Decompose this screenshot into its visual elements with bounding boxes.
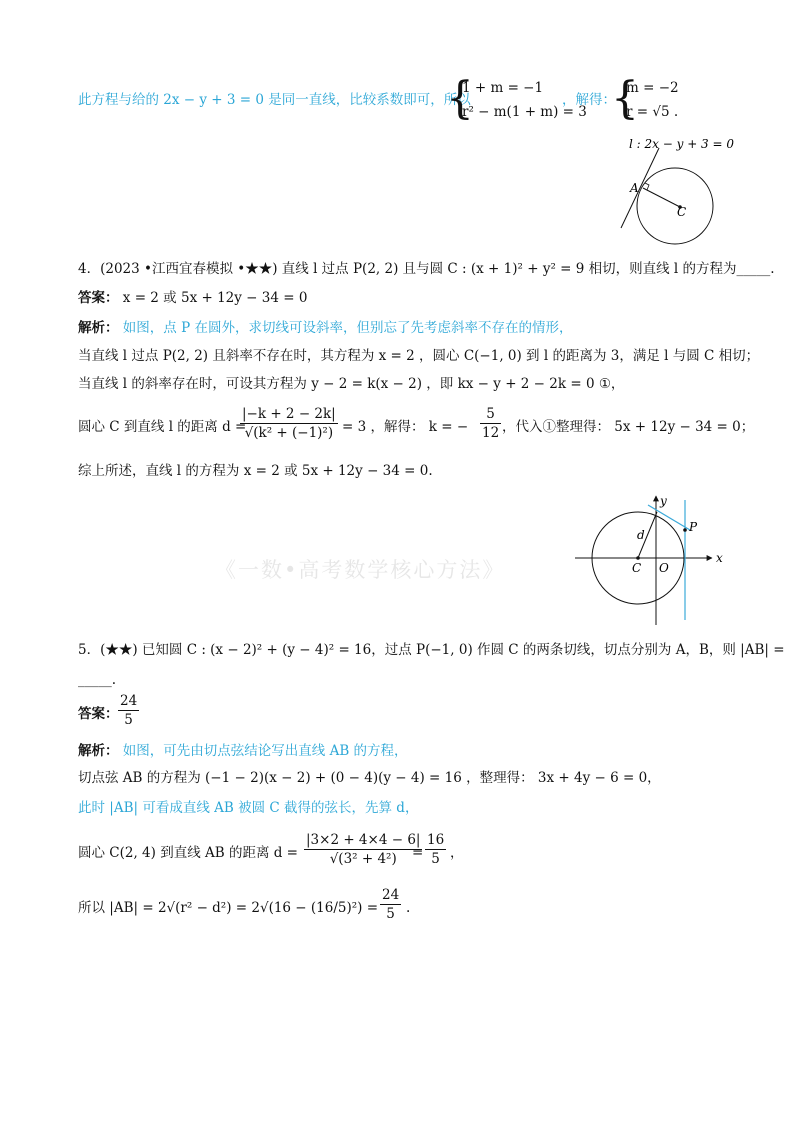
q5-analysis-row xyxy=(78,743,408,759)
p-label: P xyxy=(689,520,698,534)
intro-text: 此方程与给的 2x − y + 3 = 0 是同一直线，比较系数即可，所以 xyxy=(78,92,471,108)
q5-analysis-label: 解析： xyxy=(78,743,119,759)
q4-answer-label: 答案： xyxy=(78,290,119,306)
q5-answer-den: 5 xyxy=(124,712,133,728)
system-brace-left: { xyxy=(446,73,474,124)
q5-dist-val-den: 5 xyxy=(431,851,440,867)
q5-answer-label: 答案： xyxy=(78,706,119,722)
q5-final-den: 5 xyxy=(386,906,395,922)
system-brace-right: { xyxy=(611,73,639,124)
q5-dist-den: √(3² + 4²) xyxy=(329,851,397,867)
q4-conclusion: 综上所述，直线 l 的方程为 x = 2 或 5x + 12y − 34 = 0. xyxy=(78,463,433,479)
q5-stem-line2: _____. xyxy=(78,672,117,688)
q4-dist-num: |−k + 2 − 2k| xyxy=(242,406,336,422)
system1-eq1: 1 + m = −1 xyxy=(462,80,544,96)
q4-dist-prefix: 圆心 C 到直线 l 的距离 d = xyxy=(78,419,247,435)
q5-analysis-hint: 如图，可先由切点弦结论写出直线 AB 的方程， xyxy=(122,743,408,759)
q5-line1: 切点弦 AB 的方程为 (−1 − 2)(x − 2) + (0 − 4)(y − 4) = 16 ，整理得： 3x + 4y − 6 = 0， xyxy=(78,770,661,786)
system2-eq1: m = −2 xyxy=(626,80,679,96)
x-label: x xyxy=(716,551,723,565)
y-label: y xyxy=(660,494,667,508)
q5-answer-fraction xyxy=(118,693,139,728)
solve-label: ，解得： xyxy=(562,92,616,108)
q4-stem: 4．(2023 •江西宜春模拟 •★★) 直线 l 过点 P(2, 2) 且与圆 C : (x + 1)² + y² = 9 相切，则直线 l 的方程为_____. xyxy=(78,261,775,277)
q4-analysis-label: 解析： xyxy=(78,320,119,336)
watermark: 《一数•高考数学核心方法》 xyxy=(215,558,506,582)
c-label: C xyxy=(632,561,642,575)
q4-answer: x = 2 或 5x + 12y − 34 = 0 xyxy=(122,290,308,306)
system1-eq2: r² − m(1 + m) = 3 xyxy=(462,104,587,120)
q5-final-prefix: 所以 |AB| = 2√(r² − d²) = 2√(16 − (16/5)²) = xyxy=(78,900,379,916)
q5-dist-val-num: 16 xyxy=(427,832,445,848)
center-dot xyxy=(636,556,640,560)
q4-k-den: 12 xyxy=(482,425,500,441)
q4-dist-den: √(k² + (−1)²) xyxy=(244,425,334,441)
q4-k-num: 5 xyxy=(486,406,495,422)
line-l-label: l : 2x − y + 3 = 0 xyxy=(629,137,735,151)
q5-stem-line1: 5．(★★) 已知圆 C : (x − 2)² + (y − 4)² = 16，过点 P(−1, 0) 作圆 C 的两条切线，切点分别为 A，B，则 |AB| = xyxy=(78,642,785,658)
q4-dist-suffix: ，代入①整理得： 5x + 12y − 34 = 0； xyxy=(502,419,755,435)
q4-analysis-hint: 如图，点 P 在圆外，求切线可设斜率，但别忘了先考虑斜率不存在的情形， xyxy=(122,320,573,336)
q5-hint2: 此时 |AB| 可看成直线 AB 被圆 C 截得的弦长，先算 d， xyxy=(78,800,419,816)
point-p-dot xyxy=(683,528,687,532)
q5-dist-num: |3×2 + 4×4 − 6| xyxy=(306,832,421,848)
point-a-label: A xyxy=(630,181,639,195)
system2-eq2: r = √5 . xyxy=(626,104,679,120)
q5-final-suffix: . xyxy=(406,900,411,916)
q4-dist-eq: = 3 ，解得： k = − xyxy=(342,419,469,435)
q5-dist-val-fraction xyxy=(425,832,446,867)
q5-dist-fraction xyxy=(304,832,422,867)
d-label: d xyxy=(637,528,645,542)
q5-dist-prefix: 圆心 C(2, 4) 到直线 AB 的距离 d = xyxy=(78,845,298,861)
center-c-label: C xyxy=(677,205,687,219)
q4-line1: 当直线 l 过点 P(2, 2) 且斜率不存在时，其方程为 x = 2 ，圆心 C(−1, 0) 到 l 的距离为 3，满足 l 与圆 C 相切； xyxy=(78,348,760,364)
q5-final-fraction xyxy=(380,887,401,922)
q5-final-num: 24 xyxy=(382,887,400,903)
o-label: O xyxy=(659,561,669,575)
q5-answer-num: 24 xyxy=(120,693,138,709)
q5-dist-suffix: ， xyxy=(450,845,464,861)
q4-line2: 当直线 l 的斜率存在时，可设其方程为 y − 2 = k(x − 2) ，即 kx − y + 2 − 2k = 0 ①， xyxy=(78,376,625,392)
q5-dist-eq: = xyxy=(412,845,424,861)
